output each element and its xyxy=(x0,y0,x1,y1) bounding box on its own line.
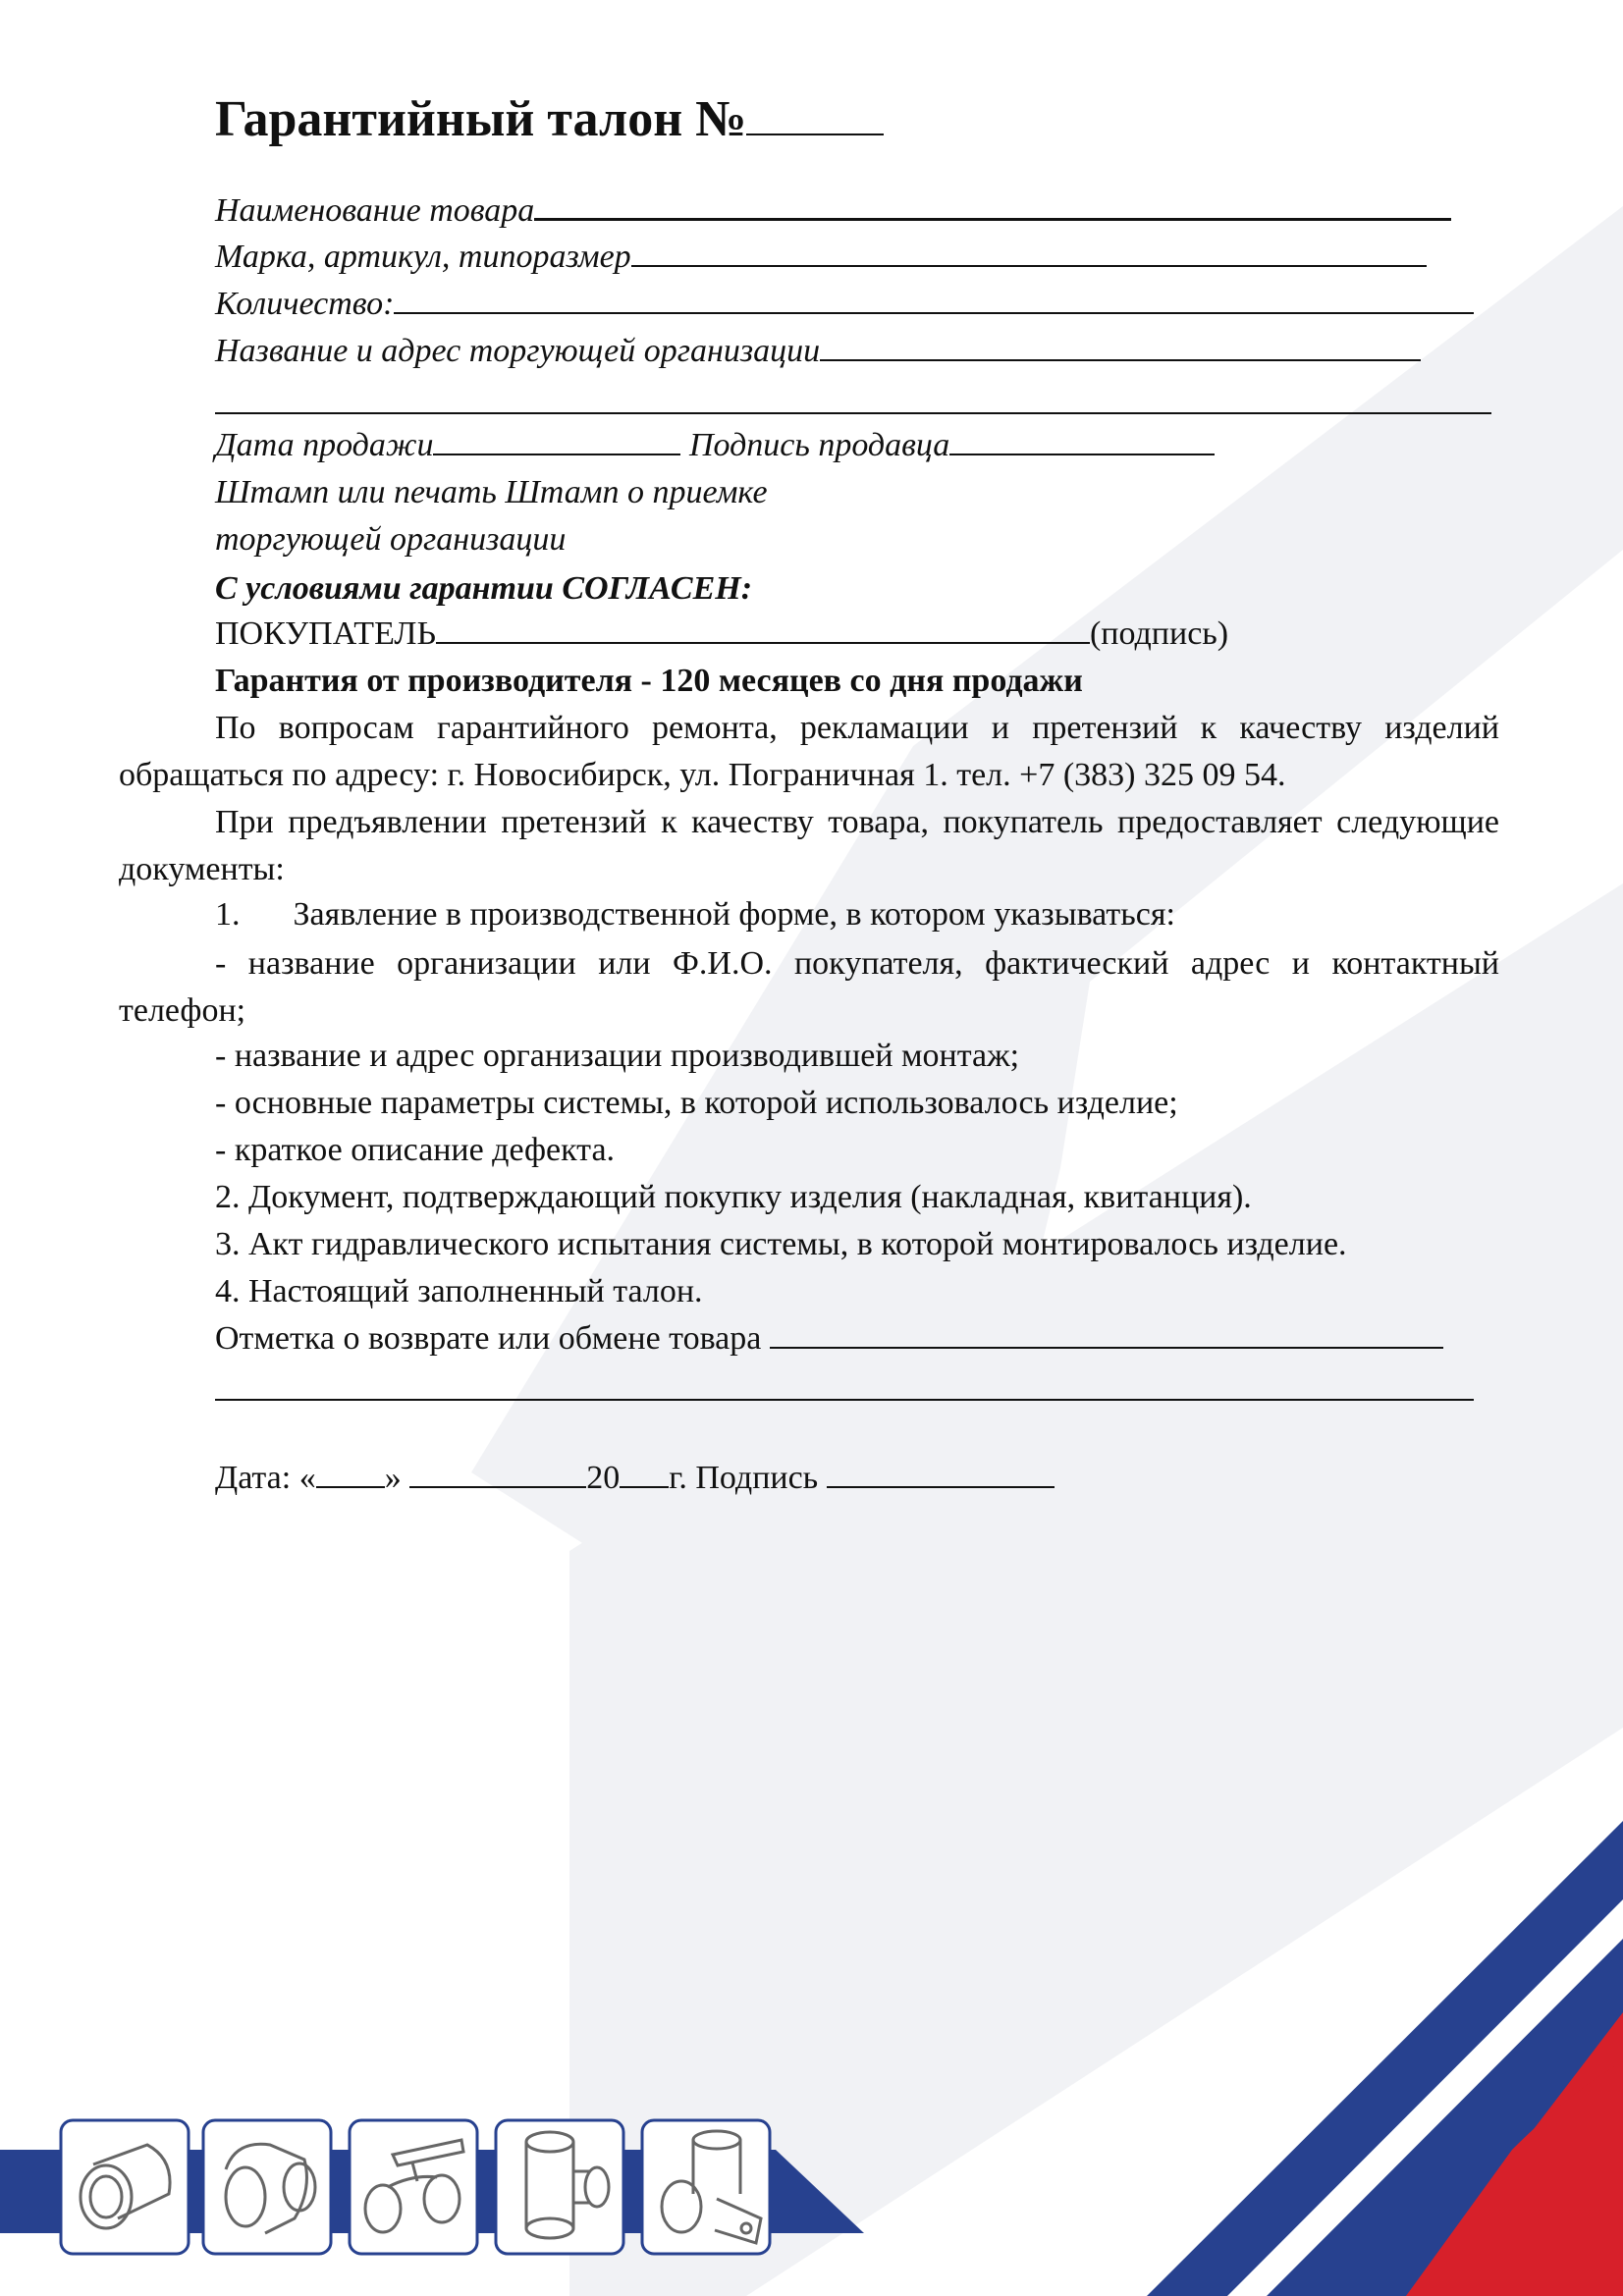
contact-paragraph xyxy=(119,705,1499,799)
footer-signature-field[interactable] xyxy=(827,1457,1055,1488)
sub-item-1 xyxy=(119,940,1499,1035)
stamp-line-1: Штамп или печать Штамп о приемке xyxy=(215,474,768,510)
sale-date-field[interactable] xyxy=(433,424,680,455)
date-year-field[interactable] xyxy=(620,1457,669,1488)
buyer-label: ПОКУПАТЕЛЬ xyxy=(215,615,436,652)
return-mark-label: Отметка о возврате или обмене товара xyxy=(215,1320,770,1357)
return-mark-field-continuation[interactable] xyxy=(215,1369,1474,1401)
product-icon-strip xyxy=(0,2110,1623,2296)
stamp-line-2: торгующей организации xyxy=(215,521,567,558)
date-signature-row xyxy=(215,1457,1055,1500)
ball-valve-icon xyxy=(350,2120,477,2254)
sub-item-2: - название и адрес организации производившей монтаж; xyxy=(215,1038,1020,1074)
product-name-row xyxy=(215,188,1451,233)
return-mark-row xyxy=(215,1317,1443,1361)
year-suffix-signature-label: г. Подпись xyxy=(669,1460,827,1496)
sale-row xyxy=(215,424,1215,467)
brand-row xyxy=(215,236,1427,279)
seller-signature-field[interactable] xyxy=(949,424,1215,455)
buyer-row xyxy=(215,613,1228,656)
wall-elbow-fitting-icon xyxy=(642,2120,770,2254)
list-item-4: 4. Настоящий заполненный талон. xyxy=(215,1273,703,1309)
seller-org-field-continuation[interactable] xyxy=(215,383,1491,414)
seller-org-field[interactable] xyxy=(820,330,1421,361)
seller-org-label: Название и адрес торгующей организации xyxy=(215,333,821,369)
list-item-3: 3. Акт гидравлического испытания системы, в которой монтировалось изделие. xyxy=(215,1226,1347,1262)
warranty-heading: Гарантия от производителя - 120 месяцев со дня продажи xyxy=(215,663,1083,699)
year-prefix: 20 xyxy=(586,1460,621,1496)
sub-item-4: - краткое описание дефекта. xyxy=(215,1132,616,1168)
claims-intro-text: При предъявлении претензий к качеству товара, покупатель предоставляет следующие документы: xyxy=(119,804,1499,887)
date-month-field[interactable] xyxy=(409,1457,586,1488)
list-item-1-number: 1. xyxy=(215,896,241,933)
title-text: Гарантийный талон № xyxy=(215,91,747,147)
quantity-label: Количество: xyxy=(215,286,395,322)
return-mark-field[interactable] xyxy=(770,1317,1443,1349)
tee-fitting-icon xyxy=(496,2120,623,2254)
buyer-signature-field[interactable] xyxy=(436,613,1090,644)
list-item-2: 2. Документ, подтверждающий покупку изделия (накладная, квитанция). xyxy=(215,1179,1252,1215)
brand-field[interactable] xyxy=(631,236,1427,267)
claims-intro-paragraph xyxy=(119,799,1499,893)
elbow-fitting-icon xyxy=(203,2120,331,2254)
brand-label: Марка, артикул, типоразмер xyxy=(215,239,631,275)
list-item-1 xyxy=(215,893,1175,936)
signature-hint: (подпись) xyxy=(1089,615,1229,652)
list-item-1-text: Заявление в производственной форме, в котором указываться: xyxy=(293,896,1175,933)
sale-date-label: Дата продажи xyxy=(215,427,434,463)
contact-text: По вопросам гарантийного ремонта, рекламации и претензий к качеству изделий обращаться по адресу: г. Новосибирск, ул. Пограничная 1. тел. +7 (383) 325 09 54. xyxy=(119,710,1499,793)
agreement-text: С условиями гарантии СОГЛАСЕН: xyxy=(215,570,753,607)
quantity-row xyxy=(215,283,1474,326)
product-name-label: Наименование товара xyxy=(215,192,535,229)
date-close-quote: » xyxy=(384,1460,410,1496)
coupling-fitting-icon xyxy=(61,2120,189,2254)
date-day-field[interactable] xyxy=(316,1457,385,1488)
quantity-field[interactable] xyxy=(394,283,1474,314)
sub-item-1-text: - название организации или Ф.И.О. покупателя, фактический адрес и контактный телефон; xyxy=(119,945,1499,1029)
document-title xyxy=(215,90,884,148)
date-label: Дата: « xyxy=(215,1460,316,1496)
seller-signature-label: Подпись продавца xyxy=(688,427,950,463)
seller-org-row xyxy=(215,330,1421,373)
product-name-field[interactable] xyxy=(534,188,1451,221)
sub-item-3: - основные параметры системы, в которой использовалось изделие; xyxy=(215,1085,1178,1121)
